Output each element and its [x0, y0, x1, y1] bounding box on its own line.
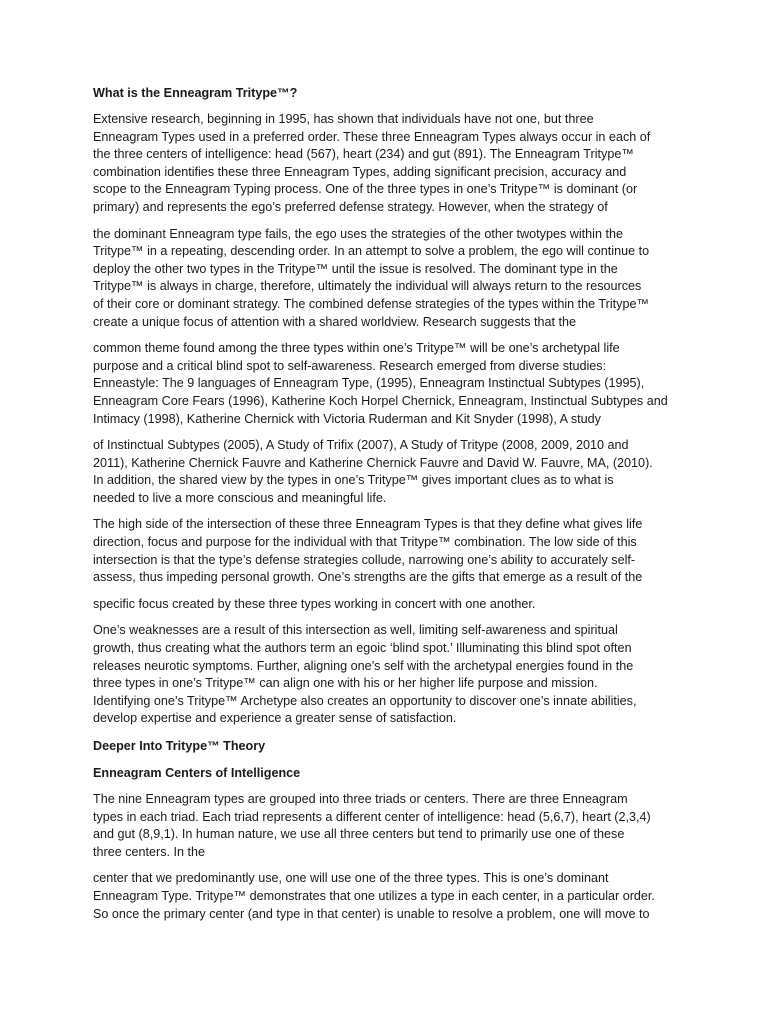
heading-what-is-tritype: What is the Enneagram Tritype™?: [93, 86, 298, 100]
paragraph-dominant-type: the dominant Enneagram type fails, the ego uses the strategies of the other twotypes within the Tritype™ in a repeating, descending order. In an attempt to solve a problem, the ego will continue to deploy the other two types in the Tritype™ until the issue is resolved. The dominant type in the Tritype™ is always in charge, therefore, ultimately the individual will always return to the resources of their core or dominant strategy. The combined defense strategies of the types within the Tritype™ create a unique focus of attention with a shared worldview. Research suggests that the: [93, 226, 650, 329]
paragraph-nine-types: The nine Enneagram types are grouped into three triads or centers. There are three Enneagram types in each triad. Each triad represents a different center of intelligence: head (5,6,7), heart (2,3,4) and gut (8,9,1). In human nature, we use all three centers but tend to primarily use one of these three centers. In the: [93, 792, 651, 859]
heading-deeper-theory: Deeper Into Tritype™ Theory: [93, 739, 266, 753]
paragraph-weaknesses: One’s weaknesses are a result of this intersection as well, limiting self-awareness and spiritual growth, thus creating what the authors term an egoic ‘blind spot.’ Illuminating this blind spot often releases neurotic symptoms. Further, aligning one’s self with the archetypal energies found in the three types in one’s Tritype™ can align one with his or her higher life purpose and mission. Identifying one’s Tritype™ Archetype also creates an opportunity to discover one’s innate abilities, develop expertise and experience a greater sense of satisfaction.: [93, 623, 637, 726]
paragraph-research-intro: Extensive research, beginning in 1995, has shown that individuals have not one, but three Enneagram Types used in a preferred order. These three Enneagram Types always occur in each of the three centers of intelligence: head (567), heart (234) and gut (891). The Enneagram Tritype™ combination identifies these three Enneagram Types, adding significant precision, accuracy and scope to the Enneagram Typing process. One of the three types in one’s Tritype™ is dominant (or primary) and represents the ego’s preferred defense strategy. However, when the strategy of: [93, 112, 651, 214]
paragraph-specific-focus: specific focus created by these three types working in concert with one another.: [93, 596, 536, 611]
paragraph-common-theme: common theme found among the three types within one’s Tritype™ will be one’s archetypal life purpose and a critical blind spot to self-awareness. Research emerged from diverse studies: Enneastyle: The 9 languages of Enneagram Type, (1995), Enneagram Instinctual Subtypes (1995), Enneagram Core Fears (1996), Katherine Koch Horpel Chernick, Enneagram, Instinctual Subtypes and Intimacy (1998), Katherine Chernick with Victoria Ruderman and Kit Snyder (1998), A study: [93, 341, 668, 426]
heading-centers-of-intelligence: Enneagram Centers of Intelligence: [93, 766, 301, 780]
paragraph-studies: of Instinctual Subtypes (2005), A Study of Trifix (2007), A Study of Tritype (2008, 2009, 2010 and 2011), Katherine Chernick Fauvre and Katherine Chernick Fauvre and David W. Fauvre, MA, (2010). In addition, the shared view by the types in one’s Tritype™ gives important clues as to what is needed to live a more conscious and meaningful life.: [93, 438, 653, 505]
paragraph-high-side: The high side of the intersection of these three Enneagram Types is that they define what gives life direction, focus and purpose for the individual with that Tritype™ combination. The low side of this intersection is that the type’s defense strategies collude, narrowing one’s ability to accurately self- assess, thus impeding personal growth. One’s strengths are the gifts that emerge as a result of the: [93, 517, 643, 585]
paragraph-predominant-center: center that we predominantly use, one will use one of the three types. This is one’s dominant Enneagram Type. Tritype™ demonstrates that one utilizes a type in each center, in a particular order. So once the primary center (and type in that center) is unable to resolve a problem, one will move to: [93, 871, 655, 921]
